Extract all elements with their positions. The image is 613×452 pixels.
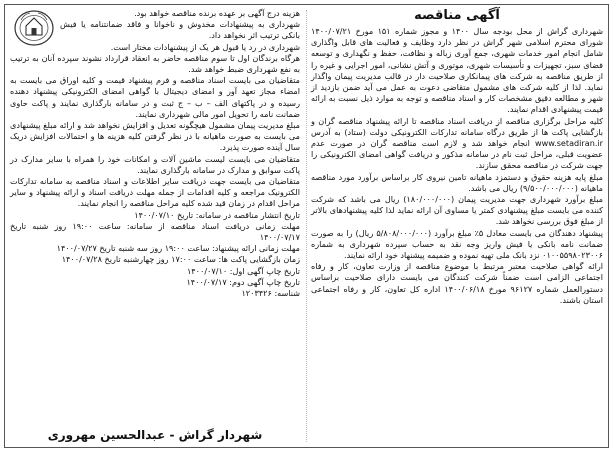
- paragraph: مبلغ برآورد شهرداری جهت مدیریت پیمان (۱۸۰/۰۰۰/۰۰۰) ریال می باشد که شرکت کننده می بایست مبلغ پیشنهادی کمتر یا مساوی آن ارائه نماید لذا کلیه پیشنهادهای بالاتر از مبلغ فوق بررسی نخواهد شد.: [311, 194, 603, 227]
- paragraph: متقاضیان می بایست جهت دریافت سایر اطلاعات و اسناد مناقصه به سامانه تدارکات الکترونیک مراجعه و کلیه اقدامات از جمله مهلت دریافت اسناد و ارائه پیشنهاد و سایر مراحل اقدام در زمان قید شده کلیه مراحل مناقصه را انجام نمایند.: [10, 176, 300, 209]
- paragraph: متقاضیان می بایست لیست ماشین آلات و امکانات خود را همراه با سایر مدارک در پاکت سوابق و مدارک در سامانه بارگذاری نمایند.: [10, 153, 300, 175]
- paragraph: ارائه گواهی صلاحیت معتبر مرتبط با موضوع مناقصه از وزارت تعاون، کار و رفاه اجتماعی الزامی است ضمناً شرکت کنندگان می بایست دارای صلاحیت براساس دستورالعمل شماره ۹۶۱۲۷ مورخ ۱۴۰۰/۰۶/۱۸ اداره کل تعاون، کار و رفاه اجتماعی استان باشند.: [311, 261, 603, 305]
- date-line: تاریخ انتشار مناقصه در سامانه: تاریخ ۱۴۰۰/۰۷/۱۰: [134, 209, 300, 220]
- notice-title: آگهی مناقصه: [414, 8, 500, 23]
- paragraph: شهرداری به پیشنهادات مخدوش و ناخوانا و فاقد ضمانتنامه یا فیش بانکی ترتیب اثر نخواهد داد.: [60, 19, 300, 41]
- paragraph: شهرداری گراش از محل بودجه سال ۱۴۰۰ و مجوز شماره ۱۵۱ مورخ ۱۴۰۰/۰۷/۲۱ شورای محترم اسلامی شهر گراش در نظر دارد وظایف و فعالیت های قابل واگذاری شامل انجام امور خدمات شهری، جمع آوری زباله و نظافت، حفظ و نگهداری و توسعه فضای سبز، تجهیزات و تأسیسات شهری، موتوری و آتش نشانی، امور اجرایی و غیره را از طریق مناقصه به شرکت های پیمانکاری صلاحیت دار در قالب مدیریت پیمان واگذار نماید. لذا از کلیه شرکت های مشمول متقاضی دعوت به عمل می آید ضمن بازدید از شهر و مطالعه دقیق مشخصات کار و اسناد مناقصه و توجه به موارد ذیل نسبت به ارائه قیمت پیشنهادی اقدام نمایند.: [311, 26, 603, 115]
- left-column: [10, 8, 300, 444]
- date-line: مهلت زمانی ارائه پیشنهاد: ساعت ۱۹:۰۰ روز سه شنبه تاریخ ۱۴۰۰/۰۷/۲۷: [56, 243, 300, 254]
- paragraph: هرگاه برندگان اول تا سوم مناقصه حاضر به انعقاد قرارداد نشوند سپرده آنان به ترتیب به نفع شهرداری ضبط خواهد شد.: [10, 52, 300, 75]
- right-column: [311, 8, 603, 444]
- notice-id: شناسه: ۱۲۰۳۴۲۶: [241, 288, 300, 299]
- mayor-signature: شهردار گراش - عبدالحسین مهروری: [47, 428, 263, 442]
- paragraph: مبلغ مدیریت پیمان مشمول هیچگونه تعدیل و افزایش نخواهد شد و ارائه مبلغ پیشنهادی می بایست به صورت ماهیانه با در نظر گرفتن کلیه هزینه ها و احتمالات افزایش دریک سال آینده صورت پذیرد.: [10, 120, 300, 153]
- paragraph: پیشنهاد دهندگان می بایست معادل ۵٪ مبلغ برآورد (۵/۸۰۸/۰۰۰/۰۰۰ ریال) را به صورت ضمانت نامه بانکی یا فیش واریز وجه نقد به حساب سپرده شهرداری به شماره ۰۱۰۰۵۵۹۸۰۲۳۰۰۶ نزد بانک ملی تهیه نموده و ضمیمه پیشنهاد خود ارائه نمایند.: [311, 227, 603, 261]
- paragraph: شهرداری در رد یا قبول هر یک از پیشنهادات مختار است.: [110, 41, 300, 52]
- date-line: زمان بازگشایی پاکت ها: ساعت ۱۷:۰۰ روز چهارشنبه تاریخ ۱۴۰۰/۰۷/۲۸: [61, 254, 300, 265]
- date-line: تاریخ چاپ آگهی دوم: ۱۴۰۰/۰۷/۱۷: [186, 276, 300, 287]
- date-line: تاریخ چاپ آگهی اول: ۱۴۰۰/۰۷/۱۰: [186, 265, 300, 276]
- paragraph: متقاضیان می بایست اسناد مناقصه و فرم پیشنهاد قیمت و کلیه اوراق می بایست به امضاء مجاز تعهد آور و امضای دیجیتال با گواهی امضای الکترونیکی پیشنهاد دهنده رسیده و در پاکتهای الف – ب – ج ثبت و در سامانه بارگذاری نمایند و پاکت حاوی ضمانت نامه را تحویل امور مالی شهرداری نمایند.: [10, 75, 300, 119]
- paragraph: مبلغ پایه هزینه حقوق و دستمزد ماهیانه تامین نیروی کار براساس برآورد مورد مناقصه ماهیانه (۹/۵۰۰/۰۰۰/۰۰۰) ریال می باشد.: [311, 171, 603, 193]
- paragraph: هزینه درج آگهی بر عهده برنده مناقصه خواهد بود.: [134, 8, 300, 18]
- date-line: مهلت زمانی دریافت اسناد مناقصه از سامانه: ساعت ۱۹:۰۰ روز شنبه تاریخ ۱۴۰۰/۰۷/۱۷: [10, 220, 300, 243]
- paragraph: کلیه مراحل برگزاری مناقصه از دریافت اسناد مناقصه تا ارائه پیشنهاد مناقصه گران و بازگشایی پاکت ها از طریق درگاه سامانه تدارکات الکترونیکی دولت (ستاد) به آدرس www.setadiran.ir انجام خواهد شد و لازم است مناقصه گران در صورت عدم عضویت قبلی، مراحل ثبت نام در سامانه مذکور و دریافت گواهی امضای الکترونیکی را جهت شرکت در مناقصه محقق سازند.: [311, 115, 603, 171]
- column-divider: [306, 10, 307, 442]
